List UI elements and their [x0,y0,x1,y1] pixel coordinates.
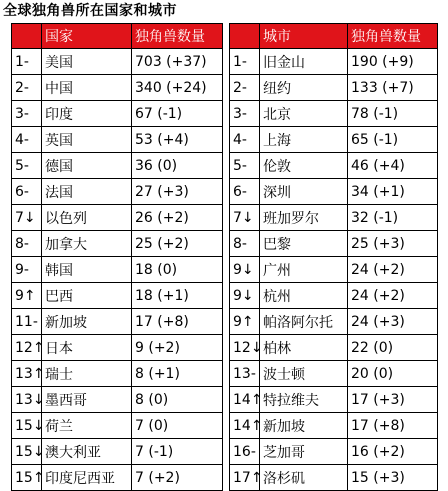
count-cell: 15 (+3) [348,465,438,491]
country-cell: 韩国 [42,257,132,283]
city-cell: 洛杉矶 [260,465,348,491]
count-cell: 53 (+4) [132,127,223,153]
table-row [230,465,438,491]
count-cell: 16 (+2) [348,439,438,465]
table-row [12,335,223,361]
count-cell: 17 (+8) [132,309,223,335]
count-cell: 24 (+2) [348,257,438,283]
rank-cell: 6- [230,179,260,205]
rank-cell: 4- [230,127,260,153]
table-row [12,439,223,465]
table-row [12,75,223,101]
table-row [230,361,438,387]
table-row [230,335,438,361]
country-cell: 荷兰 [42,413,132,439]
table-row [230,101,438,127]
count-cell: 25 (+2) [132,231,223,257]
city-cell: 杭州 [260,283,348,309]
rank-cell: 14↑ [230,387,260,413]
country-cell: 加拿大 [42,231,132,257]
table-row [230,49,438,75]
rank-cell: 2- [12,75,42,101]
count-cell: 18 (0) [132,257,223,283]
rank-header [12,24,42,49]
country-cell: 巴西 [42,283,132,309]
count-cell: 27 (+3) [132,179,223,205]
table-header-row [230,24,438,49]
city-cell: 广州 [260,257,348,283]
city-cell: 帕洛阿尔托 [260,309,348,335]
count-cell: 65 (-1) [348,127,438,153]
rank-cell: 1- [12,49,42,75]
count-header: 独角兽数量 [132,24,223,49]
table-row [12,101,223,127]
count-cell: 26 (+2) [132,205,223,231]
rank-cell: 13↓ [12,387,42,413]
rank-cell: 12↑ [12,335,42,361]
count-cell: 20 (0) [348,361,438,387]
country-cell: 新加坡 [42,309,132,335]
table-row [12,153,223,179]
rank-cell: 13↑ [12,361,42,387]
count-cell: 36 (0) [132,153,223,179]
count-cell: 340 (+24) [132,75,223,101]
table-row [230,283,438,309]
table-header-row [12,24,223,49]
count-cell: 67 (-1) [132,101,223,127]
rank-cell: 13- [230,361,260,387]
count-cell: 190 (+9) [348,49,438,75]
country-header: 国家 [42,24,132,49]
table-row [230,179,438,205]
country-cell: 美国 [42,49,132,75]
count-cell: 7 (-1) [132,439,223,465]
city-cell: 伦敦 [260,153,348,179]
count-cell: 25 (+3) [348,231,438,257]
count-cell: 34 (+1) [348,179,438,205]
rank-header [230,24,260,49]
count-cell: 9 (+2) [132,335,223,361]
table-row [230,153,438,179]
city-cell: 班加罗尔 [260,205,348,231]
rank-cell: 9↓ [230,283,260,309]
table-row [12,49,223,75]
rank-cell: 5- [230,153,260,179]
city-cell: 上海 [260,127,348,153]
country-cell: 法国 [42,179,132,205]
rank-cell: 1- [230,49,260,75]
table-row [12,231,223,257]
country-cell: 英国 [42,127,132,153]
count-cell: 32 (-1) [348,205,438,231]
city-cell: 特拉维夫 [260,387,348,413]
rank-cell: 3- [12,101,42,127]
rank-cell: 9- [12,257,42,283]
city-header: 城市 [260,24,348,49]
count-header: 独角兽数量 [348,24,438,49]
count-cell: 133 (+7) [348,75,438,101]
rank-cell: 11- [12,309,42,335]
table-row [230,309,438,335]
country-table [11,23,223,491]
rank-cell: 4- [12,127,42,153]
rank-cell: 15↑ [12,465,42,491]
rank-cell: 12↓ [230,335,260,361]
count-cell: 24 (+3) [348,309,438,335]
rank-cell: 15↓ [12,413,42,439]
city-cell: 芝加哥 [260,439,348,465]
country-cell: 中国 [42,75,132,101]
count-cell: 8 (+1) [132,361,223,387]
table-row [230,439,438,465]
table-row [12,205,223,231]
city-table [229,23,438,491]
count-cell: 18 (+1) [132,283,223,309]
table-row [12,387,223,413]
country-cell: 印度 [42,101,132,127]
rank-cell: 7↓ [230,205,260,231]
rank-cell: 2- [230,75,260,101]
table-row [12,257,223,283]
table-row [12,361,223,387]
count-cell: 7 (0) [132,413,223,439]
table-row [12,127,223,153]
count-cell: 7 (+2) [132,465,223,491]
rank-cell: 16- [230,439,260,465]
city-cell: 旧金山 [260,49,348,75]
table-row [230,257,438,283]
rank-cell: 8- [230,231,260,257]
city-cell: 纽约 [260,75,348,101]
count-cell: 78 (-1) [348,101,438,127]
city-cell: 巴黎 [260,231,348,257]
count-cell: 24 (+2) [348,283,438,309]
count-cell: 46 (+4) [348,153,438,179]
rank-cell: 5- [12,153,42,179]
city-cell: 深圳 [260,179,348,205]
city-cell: 北京 [260,101,348,127]
table-row [12,413,223,439]
country-cell: 澳大利亚 [42,439,132,465]
rank-cell: 6- [12,179,42,205]
table-row [12,179,223,205]
city-cell: 新加坡 [260,413,348,439]
table-row [12,309,223,335]
rank-cell: 8- [12,231,42,257]
table-row [230,413,438,439]
rank-cell: 14↑ [230,413,260,439]
city-cell: 柏林 [260,335,348,361]
count-cell: 17 (+8) [348,413,438,439]
country-cell: 瑞士 [42,361,132,387]
table-row [12,283,223,309]
table-row [230,127,438,153]
rank-cell: 15↓ [12,439,42,465]
count-cell: 22 (0) [348,335,438,361]
country-cell: 德国 [42,153,132,179]
rank-cell: 9↑ [230,309,260,335]
rank-cell: 9↓ [230,257,260,283]
count-cell: 8 (0) [132,387,223,413]
country-cell: 以色列 [42,205,132,231]
table-row [230,75,438,101]
rank-cell: 3- [230,101,260,127]
table-row [230,205,438,231]
country-cell: 墨西哥 [42,387,132,413]
count-cell: 17 (+3) [348,387,438,413]
country-cell: 日本 [42,335,132,361]
city-cell: 波士顿 [260,361,348,387]
count-cell: 703 (+37) [132,49,223,75]
rank-cell: 9↑ [12,283,42,309]
rank-cell: 17↑ [230,465,260,491]
table-row [230,387,438,413]
country-cell: 印度尼西亚 [42,465,132,491]
table-row [230,231,438,257]
table-row [12,465,223,491]
page-title: 全球独角兽所在国家和城市 [3,3,177,19]
rank-cell: 7↓ [12,205,42,231]
